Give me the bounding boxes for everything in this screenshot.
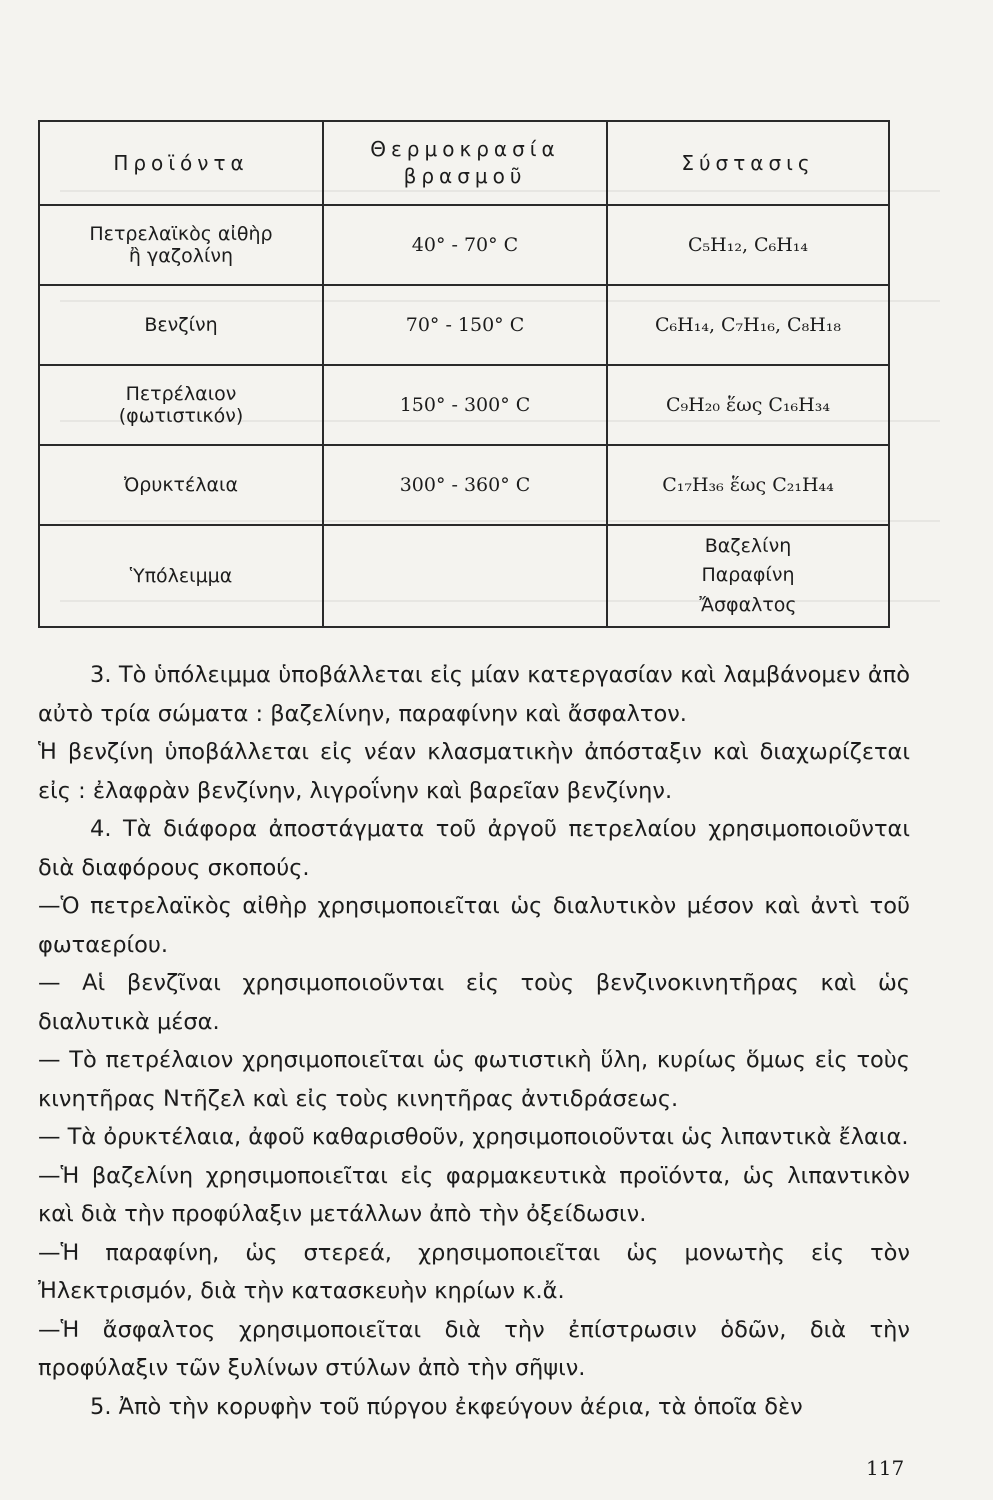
- header-temperature-line1: Θερμοκρασία: [370, 137, 560, 161]
- header-temperature: [323, 121, 607, 205]
- product-name: Πετρέλαιον: [125, 383, 237, 405]
- petroleum-fractions-table: [38, 120, 890, 628]
- product-cell: [39, 365, 323, 445]
- composition-cell: C₅H₁₂, C₆H₁₄: [607, 205, 889, 285]
- table-row: [39, 285, 889, 365]
- paragraph: — Τὸ πετρέλαιον χρησιμοποιεῖται ὡς φωτιστικὴ ὕλη, κυρίως ὅμως εἰς τοὺς κινητῆρας Ντῆζελ καὶ εἰς τοὺς κινητῆρας ἀντιδράσεως.: [38, 1047, 910, 1112]
- table-row: [39, 525, 889, 627]
- table-row: [39, 205, 889, 285]
- composition-cell: C₉H₂₀ ἕως C₁₆H₃₄: [607, 365, 889, 445]
- temperature-cell: [323, 525, 607, 627]
- product-cell: [39, 205, 323, 285]
- product-name-alt: ἢ γαζολίνη: [128, 245, 234, 267]
- temperature-cell: 70° - 150° C: [323, 285, 607, 365]
- paragraph: —Ὁ πετρελαϊκὸς αἰθὴρ χρησιμοποιεῖται ὡς διαλυτικὸν μέσον καὶ ἀντὶ τοῦ φωταερίου.: [38, 893, 910, 958]
- composition-cell: C₆H₁₄, C₇H₁₆, C₈H₁₈: [607, 285, 889, 365]
- header-products: Προϊόντα: [39, 121, 323, 205]
- paragraph: — Τὰ ὀρυκτέλαια, ἀφοῦ καθαρισθοῦν, χρησιμοποιοῦνται ὡς λιπαντικὰ ἔλαια.: [38, 1124, 909, 1150]
- paragraph: 5. Ἀπὸ τὴν κορυφὴν τοῦ πύργου ἐκφεύγουν ἀέρια, τὰ ὁποῖα δὲν: [90, 1393, 803, 1420]
- residue-product: Βαζελίνη: [704, 534, 792, 557]
- temperature-cell: 300° - 360° C: [323, 445, 607, 525]
- paragraph: 4. Τὰ διάφορα ἀποστάγματα τοῦ ἀργοῦ πετρελαίου χρησιμοποιοῦνται διὰ διαφόρους σκοπούς.: [38, 816, 910, 881]
- table-header-row: [39, 121, 889, 205]
- product-name-alt: (φωτιστικόν): [118, 405, 244, 427]
- table-row: [39, 365, 889, 445]
- paragraph: —Ἡ ἄσφαλτος χρησιμοποιεῖται διὰ τὴν ἐπίστρωσιν ὁδῶν, διὰ τὴν προφύλαξιν τῶν ξυλίνων στύλων ἀπὸ τὴν σῆψιν.: [38, 1316, 910, 1381]
- product-cell: Ὑπόλειμμα: [39, 525, 323, 627]
- temperature-cell: 150° - 300° C: [323, 365, 607, 445]
- residue-product: Παραφίνη: [701, 564, 795, 587]
- composition-cell: [607, 525, 889, 627]
- product-name: Πετρελαϊκὸς αἰθὴρ: [89, 223, 273, 245]
- product-cell: Ὀρυκτέλαια: [39, 445, 323, 525]
- page-number: 117: [866, 1456, 905, 1480]
- paragraph: —Ἡ βαζελίνη χρησιμοποιεῖται εἰς φαρμακευτικὰ προϊόντα, ὡς λιπαντικὸν καὶ διὰ τὴν προφύλαξιν μετάλλων ἀπὸ τὴν ὀξείδωσιν.: [38, 1162, 910, 1227]
- header-composition: Σύστασις: [607, 121, 889, 205]
- product-cell: Βενζίνη: [39, 285, 323, 365]
- paragraph: —Ἡ παραφίνη, ὡς στερεά, χρησιμοποιεῖται ὡς μονωτὴς εἰς τὸν Ἠλεκτρισμόν, διὰ τὴν κατασκευὴν κηρίων κ.ἄ.: [38, 1239, 910, 1304]
- temperature-cell: 40° - 70° C: [323, 205, 607, 285]
- composition-cell: C₁₇H₃₆ ἕως C₂₁H₄₄: [607, 445, 889, 525]
- paragraph: Ἡ βενζίνη ὑποβάλλεται εἰς νέαν κλασματικὴν ἀπόσταξιν καὶ διαχωρίζεται εἰς : ἐλαφρὰν βενζίνην, λιγροΐνην καὶ βαρεῖαν βενζίνην.: [38, 739, 910, 804]
- residue-product: Ἄσφαλτος: [699, 593, 797, 616]
- paragraph: 3. Τὸ ὑπόλειμμα ὑποβάλλεται εἰς μίαν κατεργασίαν καὶ λαμβάνομεν ἀπὸ αὐτὸ τρία σώματα : βαζελίνην, παραφίνην καὶ ἄσφαλτον.: [38, 662, 910, 727]
- paragraph: — Αἱ βενζῖναι χρησιμοποιοῦνται εἰς τοὺς βενζινοκινητῆρας καὶ ὡς διαλυτικὰ μέσα.: [38, 970, 910, 1035]
- header-temperature-line2: βρασμοῦ: [403, 164, 527, 188]
- body-text: [38, 656, 910, 1426]
- table-row: [39, 445, 889, 525]
